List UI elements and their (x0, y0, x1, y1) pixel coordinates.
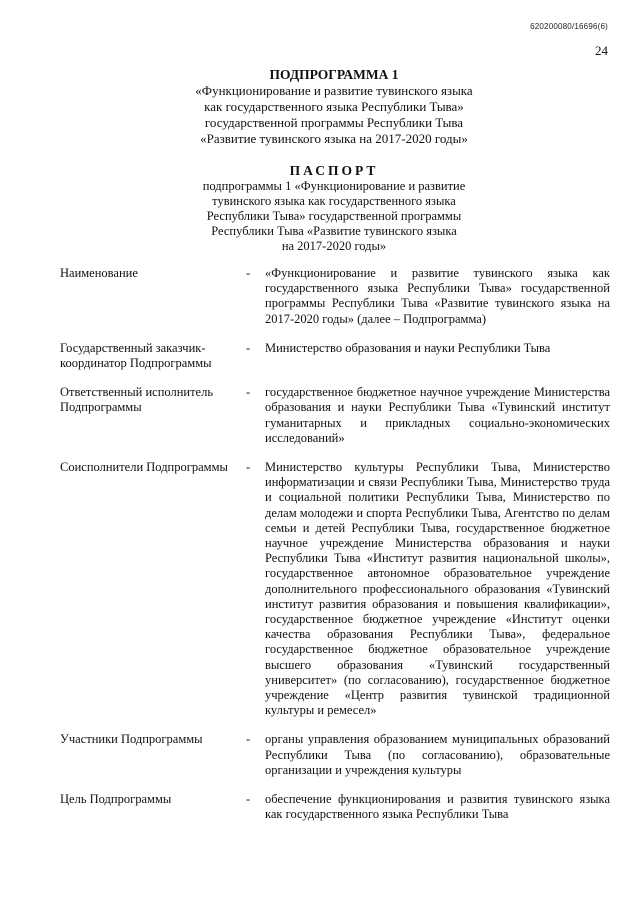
subprogram-heading (60, 67, 608, 147)
passport-subtitle-line: тувинского языка как государственного языка (212, 194, 456, 208)
row-value: «Функционирование и развитие тувинского языка как государственного языка Республики Тыва» государственной программы Республики Тыва «Развитие тувинского языка на 2017-2020 годы» (далее – Подпрограмма) (265, 266, 610, 326)
passport-row-executor (60, 385, 610, 446)
subprogram-title-line: как государственного языка Республики Тыва» (204, 99, 464, 114)
subprogram-title-line: «Развитие тувинского языка на 2017-2020 годы» (200, 131, 468, 146)
row-label: Участники Подпрограммы (60, 732, 203, 747)
row-dash: - (246, 266, 251, 280)
row-label: Наименование (60, 266, 138, 280)
row-label: Соисполнители Подпрограммы (60, 460, 228, 475)
row-dash: - (246, 340, 251, 355)
row-dash: - (246, 792, 251, 807)
row-value: обеспечение функционирования и развития тувинского языка как государственного языка Республики Тыва (265, 792, 610, 822)
passport-table (60, 266, 610, 837)
passport-heading (60, 163, 608, 254)
row-value: Министерство образования и науки Республики Тыва (265, 340, 551, 355)
passport-subtitle-line: подпрограммы 1 «Функционирование и развитие (202, 179, 466, 193)
passport-subtitle-line: на 2017-2020 годы» (281, 239, 387, 253)
passport-title: ПАСПОРТ (289, 163, 379, 178)
passport-row-customer (60, 341, 610, 371)
row-dash: - (246, 732, 251, 747)
row-label: Государственный заказчик-координатор Подпрограммы (60, 340, 212, 371)
passport-row-name (60, 266, 610, 327)
row-label: Ответственный исполнитель Подпрограммы (60, 385, 214, 415)
passport-row-co-executors (60, 460, 610, 718)
subprogram-title: ПОДПРОГРАММА 1 (269, 67, 399, 82)
passport-subtitle-line: Республики Тыва» государственной программы (206, 209, 462, 223)
subprogram-title-line: государственной программы Республики Тыва (204, 115, 464, 130)
passport-subtitle-line: Республики Тыва «Развитие тувинского языка (211, 224, 457, 238)
row-value: Министерство культуры Республики Тыва, Министерство информатизации и связи Республики Тыва, Министерство труда и социальной политики Республики Тыва, Министерство по делам молодежи и спорта Республики Тыва, Агентство по делам семьи и детей Республики Тыва, государственное бюджетное научное учреждение Министерства образования и науки Республики Тыва «Институт развития национальной школы», государственное автономное образовательное учреждение дополнительного профессионального образования «Тувинский институт развития образования и повышения квалификации», государственное бюджетное учреждение «Институт оценки качества образования Республики Тыва», федеральное государственное бюджетное образовательное учреждение высшего образования «Тувинский государственный университет» (по согласованию), государственное бюджетное учреждение «Центр развития тувинской традиционной культуры и ремесел» (265, 460, 610, 718)
row-dash: - (246, 460, 251, 475)
passport-row-goal (60, 792, 610, 822)
document-code: 620200080/16696(6) (530, 22, 608, 31)
page-number: 24 (595, 43, 608, 58)
row-label: Цель Подпрограммы (60, 792, 172, 807)
subprogram-title-line: «Функционирование и развитие тувинского языка (195, 83, 473, 98)
row-dash: - (246, 385, 251, 400)
row-value: органы управления образованием муниципальных образований Республики Тыва (по согласованию), образовательные организации и учреждения культуры (265, 732, 610, 777)
passport-row-participants (60, 732, 610, 778)
row-value: государственное бюджетное научное учреждение Министерства образования и науки Республики Тыва «Тувинский институт гуманитарных и прикладных социально-экономических исследований» (265, 385, 610, 445)
